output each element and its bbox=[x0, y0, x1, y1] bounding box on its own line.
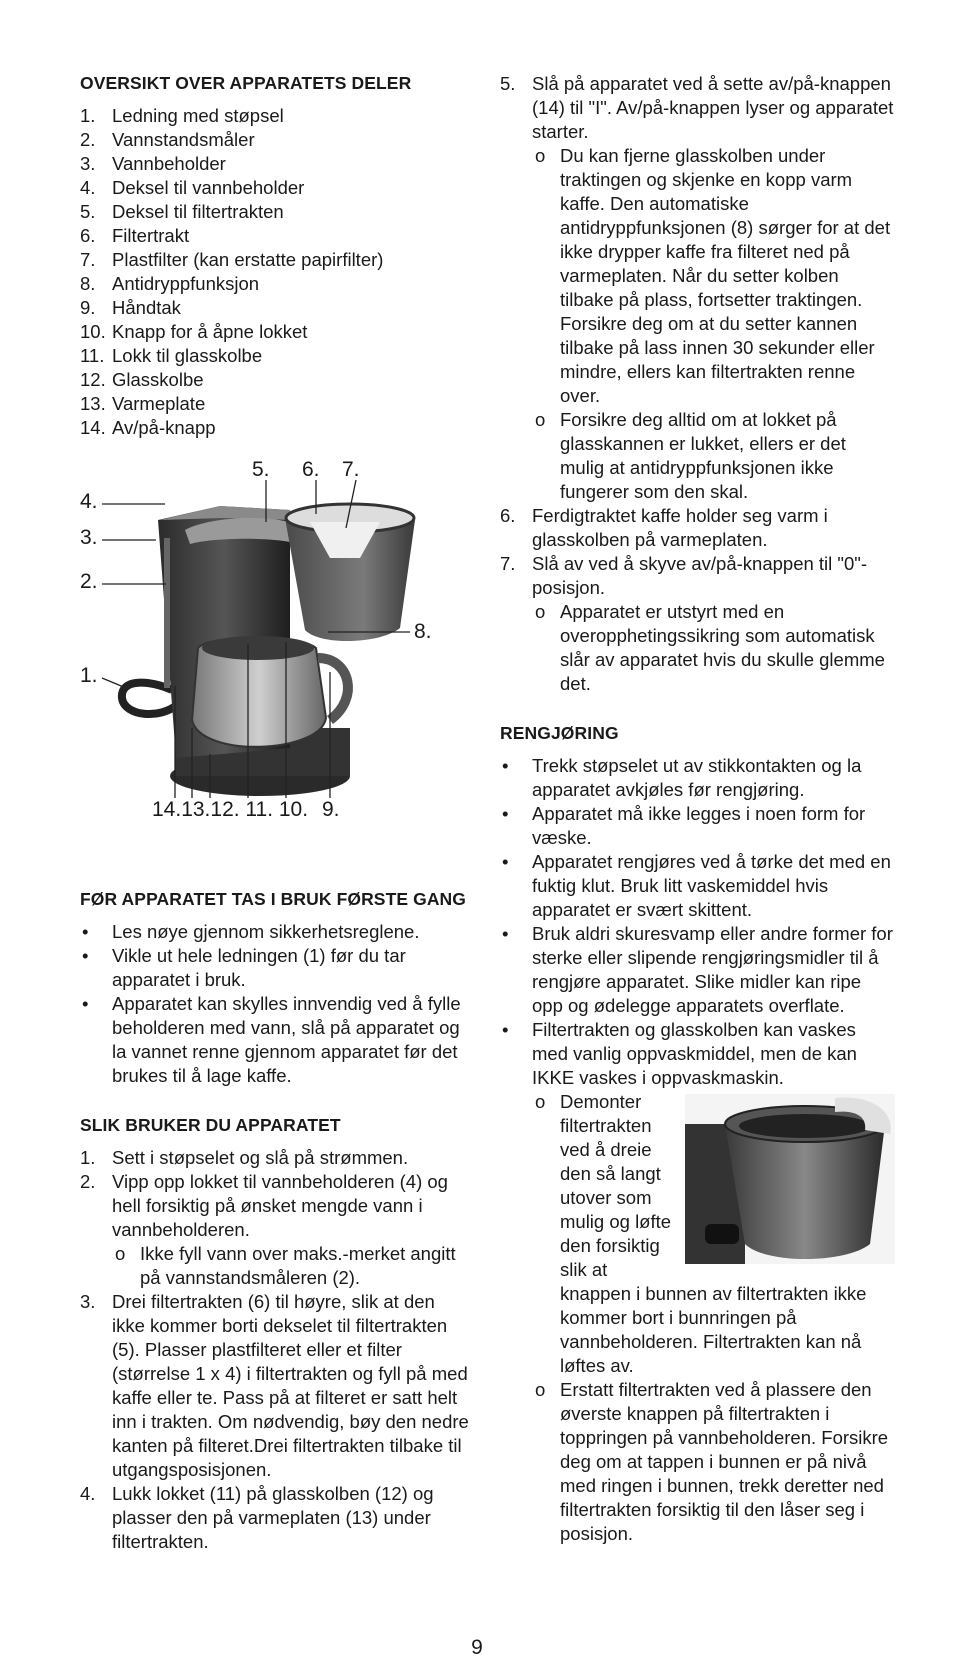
list-item: • Les nøye gjennom sikkerhetsreglene. bbox=[80, 920, 470, 944]
page-number: 9 bbox=[471, 1636, 483, 1659]
list-item: 11. Lokk til glasskolbe bbox=[80, 345, 263, 366]
list-item: 1. Sett i støpselet og slå på strømmen. bbox=[80, 1147, 409, 1168]
usage-section bbox=[80, 1114, 470, 1554]
figure-label-9: 9. bbox=[322, 798, 340, 821]
list-item: o Erstatt filtertrakten ved å plassere den øverste knappen på filtertrakten i toppringen på vannbeholderen. Forsikre deg om at tappen i bunnen er på nivå med ringen i bunnen, trekk deretter ned filtertrakten forsiktig til den låser seg i posisjon. bbox=[532, 1378, 895, 1546]
figure-label-5: 5. bbox=[252, 458, 270, 481]
list-item: o Du kan fjerne glasskolben under traktingen og skjenke en kopp varm kaffe. Den automatiske antidryppfunksjonen (8) sørger for at det ikke drypper kaffe fra filteret ned på varmeplaten. Når du setter kolben tilbake på plass, fortsetter traktingen. Forsikre deg om at du setter kannen tilbake på lass innen 30 sekunder eller mindre, ellers kan filtertrakten renne over. bbox=[532, 144, 895, 408]
list-item: • Apparatet rengjøres ved å tørke det med en fuktig klut. Bruk litt vaskemiddel hvis apparatet er svært skittent. bbox=[500, 850, 895, 922]
list-item: 7. Plastfilter (kan erstatte papirfilter) bbox=[80, 249, 384, 270]
list-item: 4. Deksel til vannbeholder bbox=[80, 177, 305, 198]
usage-list bbox=[80, 1146, 470, 1554]
first-use-section bbox=[80, 888, 470, 1088]
cleaning-list bbox=[500, 754, 895, 1546]
usage-list-continued bbox=[500, 72, 895, 696]
list-item: o Forsikre deg alltid om at lokket på glasskannen er lukket, ellers er det mulig at antidryppfunksjonen ikke fungerer som den skal. bbox=[532, 408, 895, 504]
list-item: 2. Vannstandsmåler bbox=[80, 129, 255, 150]
figure-label-6: 6. bbox=[302, 458, 320, 481]
list-item: 3. Vannbeholder bbox=[80, 153, 226, 174]
list-item: • Vikle ut hele ledningen (1) før du tar apparatet i bruk. bbox=[80, 944, 470, 992]
figure-label-3: 3. bbox=[80, 526, 98, 549]
coffee-maker-diagram bbox=[80, 458, 470, 858]
list-item: • Trekk støpselet ut av stikkontakten og la apparatet avkjøles før rengjøring. bbox=[500, 754, 895, 802]
list-item: 12. Glasskolbe bbox=[80, 369, 204, 390]
figure-label-8: 8. bbox=[414, 620, 432, 643]
parts-list bbox=[80, 104, 470, 440]
figure-label-bottom: 14.13.12. 11. 10. bbox=[152, 798, 309, 821]
figure-label-1: 1. bbox=[80, 664, 98, 687]
list-item: 5. Slå på apparatet ved å sette av/på-knappen (14) til "I". Av/på-knappen lyser og apparatet starter. o Du kan fjerne glasskolben under traktingen og skjenke en kopp varm kaffe. Den automatiske antidryppfunksjonen (8) sørger for at det ikke drypper kaffe fra filteret ned på varmeplaten. Når du setter kolben tilbake på plass, fortsetter traktingen. Forsikre deg om at du setter kannen tilbake på lass innen 30 sekunder eller mindre, ellers kan filtertrakten renne over. o Forsikre deg alltid om at lokket på glasskannen er lukket, ellers er det mulig at antidryppfunksjonen ikke fungerer som den skal. bbox=[500, 72, 895, 504]
right-column bbox=[500, 72, 895, 1546]
tank-lid bbox=[160, 506, 292, 520]
list-item: 13. Varmeplate bbox=[80, 393, 206, 414]
list-item: 4. Lukk lokket (11) på glasskolben (12) og plasser den på varmeplaten (13) under filtertrakten. bbox=[80, 1483, 434, 1552]
list-item: • Apparatet må ikke legges i noen form for væske. bbox=[500, 802, 895, 850]
list-item: 7. Slå av ved å skyve av/på-knappen til "0"-posisjon. o Apparatet er utstyrt med en overopphetingssikring som automatisk slår av apparatet hvis du skulle glemme det. bbox=[500, 552, 895, 696]
list-item: • Apparatet kan skylles innvendig ved å fylle beholderen med vann, slå på apparatet og la vannet renne gjennom apparatet før det brukes til å lage kaffe. bbox=[80, 992, 470, 1088]
list-item: • Filtertrakten og glasskolben kan vaskes med vanlig oppvaskmiddel, men de kan IKKE vaskes i oppvaskmaskin. o Demonter filtertrakten ved å dreie den så langt utover som mulig og løfte den forsiktig slik at knappen i bunnen av filtertrakten ikke kommer bort i bunnringen på vannbeholderen. Filtertrakten kan nå løftes av. o Erstatt filtertrakten ved å plassere den øverste knappen på filtertrakten i toppringen på vannbeholderen. Forsikre deg om at tappen i bunnen er på nivå med ringen i bunnen, trekk deretter ned filtertrakten forsiktig til den låser seg i posisjon. bbox=[500, 1018, 895, 1546]
list-item: 9. Håndtak bbox=[80, 297, 181, 318]
filter-removal-photo bbox=[685, 1094, 895, 1264]
figure-label-7: 7. bbox=[342, 458, 360, 481]
figure-label-2: 2. bbox=[80, 570, 98, 593]
left-column bbox=[80, 72, 470, 1554]
water-gauge bbox=[164, 538, 170, 688]
list-item: 8. Antidryppfunksjon bbox=[80, 273, 260, 294]
cleaning-title: RENGJØRING bbox=[500, 723, 619, 743]
parts-title: OVERSIKT OVER APPARATETS DELER bbox=[80, 73, 412, 93]
usage-title: SLIK BRUKER DU APPARATET bbox=[80, 1115, 341, 1135]
list-item: 14. Av/på-knapp bbox=[80, 417, 216, 438]
list-item: 1. Ledning med støpsel bbox=[80, 105, 284, 126]
list-item: 6. Filtertrakt bbox=[80, 225, 190, 246]
list-item: o Apparatet er utstyrt med en overopphetingssikring som automatisk slår av apparatet hvis du skulle glemme det. bbox=[532, 600, 895, 696]
figure-label-4: 4. bbox=[80, 490, 98, 513]
first-use-title: FØR APPARATET TAS I BRUK FØRSTE GANG bbox=[80, 889, 467, 909]
list-item: o Ikke fyll vann over maks.-merket angitt på vannstandsmåleren (2). bbox=[112, 1242, 470, 1290]
list-item: 10. Knapp for å åpne lokket bbox=[80, 321, 308, 342]
list-item: 5. Deksel til filtertrakten bbox=[80, 201, 284, 222]
list-item: o Demonter filtertrakten ved å dreie den så langt utover som mulig og løfte den forsiktig slik at knappen i bunnen av filtertrakten ikke kommer bort i bunnringen på vannbeholderen. Filtertrakten kan nå løftes av. bbox=[532, 1090, 895, 1378]
list-item: 2. Vipp opp lokket til vannbeholderen (4) og hell forsiktig på ønsket mengde vann i vannbeholderen. o Ikke fyll vann over maks.-merket angitt på vannstandsmåleren (2). bbox=[80, 1170, 470, 1290]
carafe-lid bbox=[202, 636, 314, 660]
cleaning-section bbox=[500, 722, 895, 1546]
list-item: • Bruk aldri skuresvamp eller andre former for sterke eller slipende rengjøringsmidler til å rengjøre apparatet. Slike midler kan ripe opp og ødelegge apparatets overflate. bbox=[500, 922, 895, 1018]
first-use-list bbox=[80, 920, 470, 1088]
list-item: 3. Drei filtertrakten (6) til høyre, slik at den ikke kommer borti dekselet til filtertrakten (5). Plasser plastfilteret eller et filter (størrelse 1 x 4) i filtertrakten og fyll på med kaffe eller te. Pass på at filteret er satt helt inn i trakten. Om nødvendig, bøy den nedre kanten på filteret.Drei filtertrakten tilbake til utgangsposisjonen. bbox=[80, 1291, 469, 1480]
list-item: 6. Ferdigtraktet kaffe holder seg varm i glasskolben på varmeplaten. bbox=[500, 505, 828, 550]
